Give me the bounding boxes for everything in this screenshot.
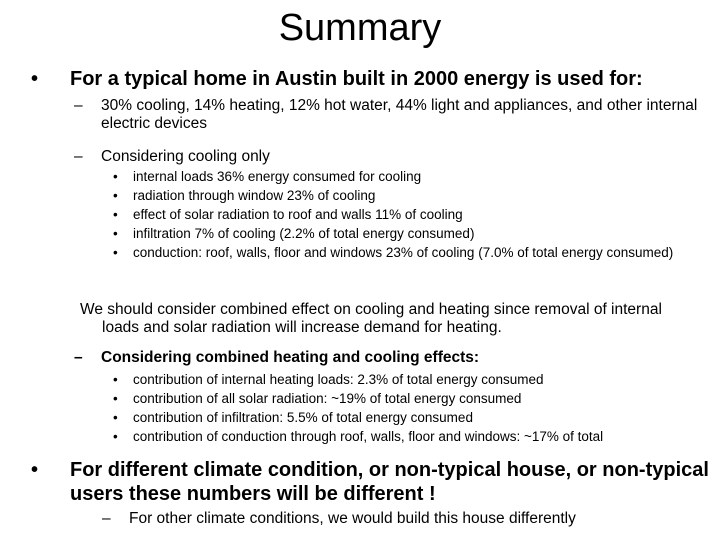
- bullet-marker: •: [113, 372, 118, 387]
- list-item: effect of solar radiation to roof and walls 11% of cooling: [133, 207, 463, 222]
- bullet-marker: •: [113, 410, 118, 425]
- bullet-marker: •: [31, 459, 39, 481]
- sub-1-text: 30% cooling, 14% heating, 12% hot water, 44% light and appliances, and other internal electric devices: [101, 97, 698, 132]
- bullet-marker: •: [113, 391, 118, 406]
- list-item: infiltration 7% of cooling (2.2% of total energy consumed): [133, 226, 475, 241]
- list-item: contribution of conduction through roof, walls, floor and windows: ~17% of total: [133, 429, 604, 444]
- list-item: internal loads 36% energy consumed for cooling: [133, 169, 422, 184]
- bullet-marker: •: [113, 207, 118, 222]
- dash-marker: –: [74, 148, 83, 165]
- bullet-marker: •: [113, 226, 118, 241]
- sub-2-text: Considering cooling only: [101, 148, 270, 165]
- dash-marker: –: [74, 97, 83, 114]
- list-item: conduction: roof, walls, floor and windows 23% of cooling (7.0% of total energy consumed): [133, 245, 674, 260]
- bullet-marker: •: [113, 245, 118, 260]
- list-item: contribution of all solar radiation: ~19% of total energy consumed: [133, 391, 522, 406]
- sub-3-text: Considering combined heating and cooling effects:: [101, 349, 480, 366]
- sub-b2-text: For other climate conditions, we would build this house differently: [129, 510, 576, 527]
- note-text: We should consider combined effect on cooling and heating since removal of internal loads and solar radiation will increase demand for heating.: [80, 301, 662, 336]
- list-item: radiation through window 23% of cooling: [133, 188, 376, 203]
- page-title: Summary: [278, 7, 442, 49]
- dash-marker: –: [102, 510, 111, 527]
- bullet-1-text: For a typical home in Austin built in 2000 energy is used for:: [70, 68, 643, 90]
- bullet-2-text: For different climate condition, or non-typical house, or non-typical users these numbers will be different !: [70, 459, 709, 505]
- bullet-marker: •: [113, 188, 118, 203]
- list-item: contribution of infiltration: 5.5% of total energy consumed: [133, 410, 473, 425]
- dash-marker: –: [74, 349, 83, 366]
- bullet-marker: •: [113, 169, 118, 184]
- bullet-marker: •: [113, 429, 118, 444]
- bullet-marker: •: [31, 68, 39, 90]
- list-item: contribution of internal heating loads: 2.3% of total energy consumed: [133, 372, 544, 387]
